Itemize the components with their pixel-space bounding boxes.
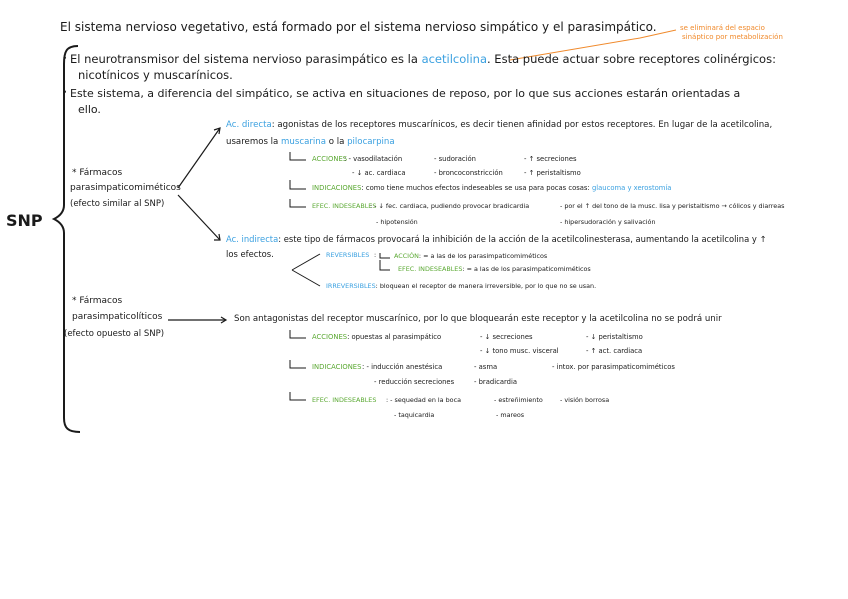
directa-line-1 <box>226 120 772 130</box>
accion-text: : = a las de los parasimpaticomiméticos <box>418 252 548 260</box>
liticos-accion-2: - ↓ peristaltismo <box>586 333 643 341</box>
keyword-acetilcolina: acetilcolina <box>421 52 487 66</box>
bullet-2-line-1: Este sistema, a diferencia del simpático, se activa en situaciones de reposo, por lo que sus acciones estarán orientadas a <box>70 87 741 100</box>
liticos-efec-label: EFEC. INDESEABLES <box>312 396 377 404</box>
directa-accion-6: - ↑ peristaltismo <box>524 169 581 177</box>
accion-label: ACCIÓN <box>394 252 419 260</box>
bullet-1-pre: El neurotransmisor del sistema nervioso parasimpático es la <box>70 52 422 66</box>
page-title: El sistema nervioso vegetativo, está formado por el sistema nervioso simpático y el parasimpático. <box>60 20 657 34</box>
liticos-efecto-3: - visión borrosa <box>560 396 610 404</box>
directa-text-2-mid: o la <box>325 137 348 147</box>
l-lit-indicaciones <box>290 360 306 368</box>
liticos-accion-1: - ↓ secreciones <box>480 333 533 341</box>
arrow-directa <box>178 128 220 188</box>
directa-accion-3: - ↑ secreciones <box>524 155 577 163</box>
indirecta-line-1 <box>226 234 767 244</box>
liticos-efecto-4: - taquicardia <box>394 411 435 419</box>
reversibles-label: REVERSIBLES <box>326 251 370 259</box>
muscarina: muscarina <box>281 137 326 147</box>
irreversibles-line <box>326 282 596 290</box>
directa-efecto-4: - hipersudoración y salivación <box>560 218 656 226</box>
snp-brace <box>54 46 80 432</box>
arrow-indirecta <box>178 195 220 240</box>
reversibles-colon: : <box>374 251 377 259</box>
directa-accion-5: - broncoconstricción <box>434 169 503 177</box>
liticos-efecto-5: - mareos <box>496 411 525 419</box>
directa-indicaciones-line <box>312 184 671 192</box>
bullet-1-line-1 <box>70 52 776 66</box>
directa-text-1: : agonistas de los receptores muscarínicos, es decir tienen afinidad por estos receptores. En lugar de la acetilcolina, <box>271 120 773 130</box>
liticos-acciones-pre: : opuestas al parasimpático <box>347 333 442 341</box>
liticos-indicacion-4: - reducción secreciones <box>374 378 455 386</box>
l-indicaciones <box>290 180 306 189</box>
irreversibles-label: IRREVERSIBLES <box>326 282 376 290</box>
liticos-efecto-1: : - sequedad en la boca <box>386 396 462 404</box>
liticos-text: Son antagonistas del receptor muscarínico, por lo que bloquearán este receptor y la acetilcolina no se podrá unir <box>234 314 722 324</box>
l-lit-acciones <box>290 330 306 338</box>
l-accion <box>380 253 390 258</box>
directa-efecto-3: - hipotensión <box>376 218 418 226</box>
liticos-indicacion-2: - asma <box>474 363 498 371</box>
directa-accion-1: : - vasodilatación <box>344 155 403 163</box>
directa-efecto-2: - por el ↑ del tono de la musc. lisa y peristaltismo → cólicos y diarreas <box>560 202 785 210</box>
bullet-1-post: . Esta puede actuar sobre receptores colinérgicos: <box>487 52 776 66</box>
fork-irreversibles <box>292 270 320 286</box>
pilocarpina: pilocarpina <box>347 137 395 147</box>
irreversibles-text: : bloquean el receptor de manera irreversible, por lo que no se usan. <box>375 282 597 290</box>
snp-label: SNP <box>6 211 43 230</box>
l-lit-efec <box>290 392 306 400</box>
indirecta-line-2: los efectos. <box>226 249 274 259</box>
bullet-marker-2: • <box>62 88 68 98</box>
liticos-indicacion-5: - bradicardia <box>474 378 518 386</box>
l-efec <box>290 199 306 207</box>
directa-acciones-label: ACCIONES <box>312 155 348 163</box>
accion-line <box>394 252 547 260</box>
directa-efecto-1: : - ↓ fec. cardiaca, pudiendo provocar bradicardia <box>370 202 530 210</box>
l-acciones <box>290 152 306 160</box>
side-note-1: se eliminará del espacio <box>680 24 765 32</box>
mimeticos-title-2: parasimpaticomiméticos <box>70 183 181 193</box>
liticos-accion-4: - ↑ act. cardiaca <box>586 347 643 355</box>
directa-text-2-pre: usaremos la <box>226 137 282 147</box>
liticos-efecto-2: - estreñimiento <box>494 396 543 404</box>
liticos-accion-3: - ↓ tono musc. visceral <box>480 347 559 355</box>
directa-indicaciones-pre: : como tiene muchos efectos indeseables se usa para pocas cosas: <box>361 184 592 192</box>
directa-indicaciones-label: INDICACIONES <box>312 184 362 192</box>
bullet-1-line-2: nicotínicos y muscarínicos. <box>78 68 233 82</box>
side-note-2: sináptico por metabolización <box>682 33 783 41</box>
liticos-indicacion-3: - intox. por parasimpaticomiméticos <box>552 363 675 371</box>
liticos-title-2: parasimpaticolíticos <box>72 312 163 322</box>
bullet-2-line-2: ello. <box>78 103 101 116</box>
directa-line-2 <box>226 137 395 147</box>
fork-reversibles <box>292 254 320 270</box>
mimeticos-title-1: * Fármacos <box>72 168 123 178</box>
indirecta-efec-label: EFEC. INDESEABLES <box>398 265 463 273</box>
bullet-marker-1: • <box>62 54 68 64</box>
liticos-indicaciones-label: INDICACIONES <box>312 363 362 371</box>
directa-label: Ac. directa <box>226 120 272 130</box>
indirecta-efec-text: : = a las de los parasimpaticomiméticos <box>462 265 591 273</box>
liticos-indicacion-1: : - inducción anestésica <box>362 363 443 371</box>
directa-accion-2: - sudoración <box>434 155 476 163</box>
liticos-title-3: (efecto opuesto al SNP) <box>64 329 165 339</box>
liticos-title-1: * Fármacos <box>72 296 123 306</box>
indirecta-text-1: : este tipo de fármacos provocará la inhibición de la acción de la acetilcolinesterasa, aumentando la acetilcolina y ↑ <box>278 234 767 244</box>
liticos-acciones-line <box>312 333 441 341</box>
directa-indicaciones-kw: glaucoma y xerostomía <box>591 184 672 192</box>
directa-accion-4: - ↓ ac. cardiaca <box>352 169 406 177</box>
liticos-acciones-label: ACCIONES <box>312 333 348 341</box>
indirecta-label: Ac. indirecta <box>226 234 279 244</box>
directa-efec-label: EFEC. INDESEABLES <box>312 202 377 210</box>
mimeticos-title-3: (efecto similar al SNP) <box>70 199 165 209</box>
indirecta-efec-line <box>398 265 591 273</box>
l-efec-ind <box>380 260 390 270</box>
